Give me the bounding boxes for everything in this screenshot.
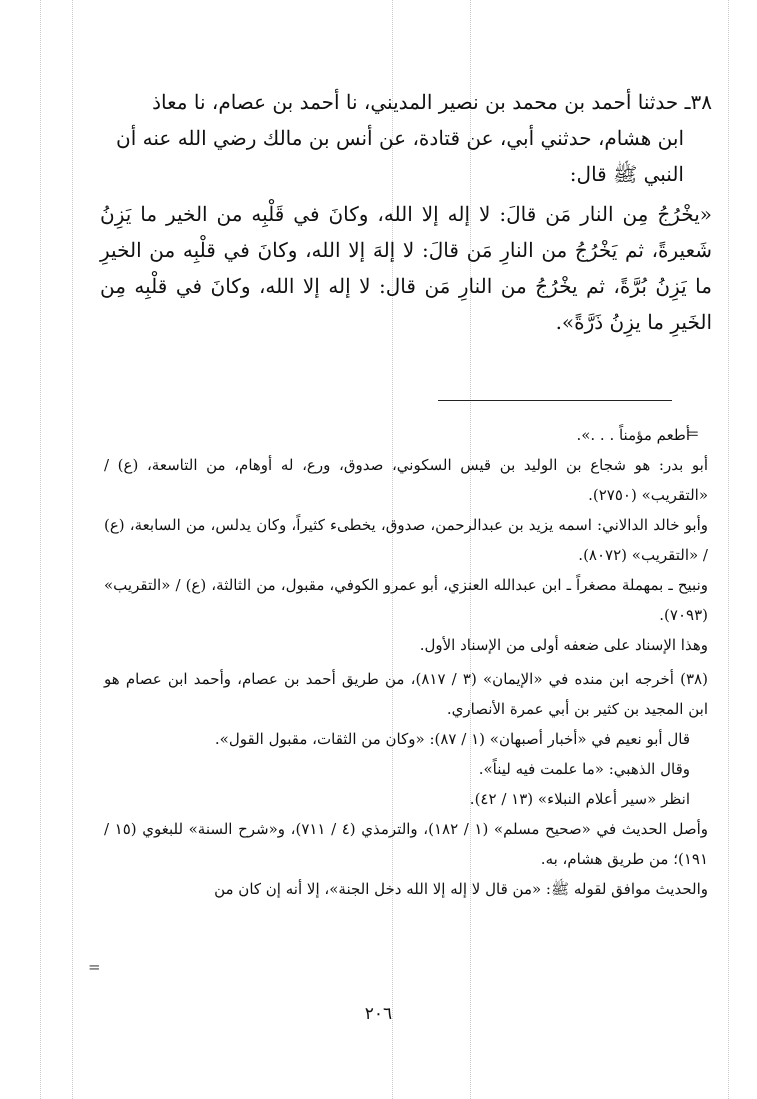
scan-artifact-line [40,0,41,1099]
footnote-38: (٣٨) أخرجه ابن منده في «الإيمان» (٣ / ٨١٧)، من طريق أحمد بن عصام، وأحمد ابن عصام هو ابن المجيد بن كثير بن أبي عمرة الأنصاري. [104,670,708,718]
footnote-line: وهذا الإسناد على ضعفه أولى من الإسناد الأول. [419,636,708,654]
continuation-mark-end: = [88,958,101,976]
page-number: ٢٠٦ [364,1004,393,1024]
footnote-line: انظر «سير أعلام النبلاء» (١٣ / ٤٢). [469,790,690,808]
hadith-matn: «يخْرُجُ مِن النار مَن قالَ: لا إله إلا الله، وكانَ في قَلْبِه من الخير ما يَزِنُ شَعيرةً، ثم يَخْرُجُ من النارِ مَن قالَ: لا إلهَ إلا الله، وكانَ في قلْبِه من الخيرِ ما يَزِنُ بُرَّةً، ثم يخْرُجُ من النارِ مَن قال: لا إله إلا الله، وكانَ في قلْبِه مِن الخَيرِ ما يزِنُ ذَرَّةً». [100,202,712,334]
footnote-line: قال أبو نعيم في «أخبار أصبهان» (١ / ٨٧): «وكان من الثقات، مقبول القول». [214,730,690,748]
isnad-line-3: النبي ﷺ قال: [569,162,684,186]
footnote-divider [438,400,672,401]
continuation-mark: = [686,424,700,443]
footnote-line: والحديث موافق لقوله ﷺ: «من قال لا إله إلا الله دخل الجنة»، إلا أنه إن كان من [214,880,708,898]
hadith-isnad [100,84,712,192]
isnad-line-2: ابن هشام، حدثني أبي، عن قتادة، عن أنس بن مالك رضي الله عنه أن [116,126,684,150]
scan-artifact-line [72,0,73,1099]
footnote-line: وأصل الحديث في «صحيح مسلم» (١ / ١٨٢)، والترمذي (٤ / ٧١١)، و«شرح السنة» للبغوي (١٥ / ١٩١)؛ من طريق هشام، به. [104,820,709,868]
footnote-line: أبو بدر: هو شجاع بن الوليد بن قيس السكوني، صدوق، ورع، له أوهام، من التاسعة، (ع) / «التقريب» (٢٧٥٠). [104,456,708,504]
scan-artifact-line [728,0,729,1099]
main-text [100,84,712,340]
footnotes [104,420,708,904]
footnote-line: أطعم مؤمناً . . .». [576,426,690,444]
footnote-line: وأبو خالد الدالاني: اسمه يزيد بن عبدالرحمن، صدوق، يخطىء كثيراً، وكان يدلس، من السابعة، (ع) / «التقريب» (٨٠٧٢). [104,516,708,564]
isnad-line-1: ٣٨ـ حدثنا أحمد بن محمد بن نصير المديني، نا أحمد بن عصام، نا معاذ [152,90,712,114]
footnote-line: وقال الذهبي: «ما علمت فيه ليناً». [478,760,690,778]
footnote-line: ونبيح ـ بمهملة مصغراً ـ ابن عبدالله العنزي، أبو عمرو الكوفي، مقبول، من الثالثة، (ع) / «التقريب» (٧٠٩٣). [104,576,708,624]
